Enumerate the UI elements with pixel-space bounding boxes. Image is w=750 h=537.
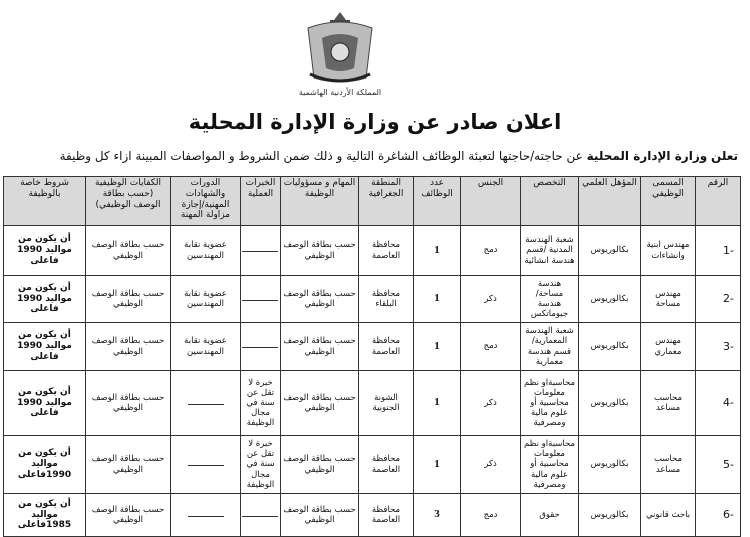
table-cell: عضوية نقابة المهندسين [171,323,241,371]
empty-dash [188,465,224,466]
table-cell: محافظة البلقاء [359,276,414,323]
page-title: اعلان صادر عن وزارة الإدارة المحلية [188,110,562,134]
table-cell: خبرة لا تقل عن سنة في مجال الوظيفة [241,371,281,436]
table-cell: عضوية نقابة المهندسين [171,276,241,323]
table-cell: ذكر [461,276,521,323]
table-cell: 1 [414,323,461,371]
table-cell: بكالوريوس [579,371,641,436]
table-cell: حسب بطاقة الوصف الوظيفي [281,226,359,276]
table-cell: خبرة لا تقل عن سنة في مجال الوظيفة [241,436,281,494]
table-cell: أن يكون من مواليد 1985فاعلى [4,494,86,537]
kingdom-caption: المملكة الأردنية الهاشمية [298,88,382,97]
table-cell: بكالوريوس [579,276,641,323]
table-cell: ذكر [461,436,521,494]
table-cell: حسب بطاقة الوصف الوظيفي [281,494,359,537]
table-cell: -5 [696,436,741,494]
table-cell: هندسة مساحة/ هندسة جيوماتكس [521,276,579,323]
table-cell: أن يكون من مواليد 1990 فاعلى [4,276,86,323]
table-row [4,226,741,276]
column-header: الدورات والشهادات المهنية/إجازة مزاولة المهنة [171,177,241,226]
table-cell: -6 [696,494,741,537]
table-cell [171,371,241,436]
column-header: المسمى الوظيفي [641,177,696,226]
table-header-row [4,177,741,226]
table-cell: -4 [696,371,741,436]
table-cell: حسب بطاقة الوصف الوظيفي [281,371,359,436]
table-cell: بكالوريوس [579,226,641,276]
table-cell: شعبة الهندسة المعمارية/ قسم هندسة معمارية [521,323,579,371]
table-cell [241,323,281,371]
column-header: عدد الوظائف [414,177,461,226]
table-cell: محاسبةاو نظم معلومات محاسبية أو علوم مالية ومصرفية [521,436,579,494]
table-cell: بكالوريوس [579,323,641,371]
table-cell: 3 [414,494,461,537]
table-cell: بكالوريوس [579,494,641,537]
empty-dash [242,516,278,517]
table-cell: حسب بطاقة الوصف الوظيفي [86,226,171,276]
intro-prefix: تعلن [711,149,738,163]
table-cell [171,494,241,537]
table-cell: بكالوريوس [579,436,641,494]
table-cell: 1 [414,226,461,276]
jobs-table [3,176,741,537]
table-cell: الشونة الجنوبية [359,371,414,436]
column-header: الجنس [461,177,521,226]
table-cell: -2 [696,276,741,323]
table-cell: دمج [461,226,521,276]
table-cell: أن يكون من مواليد 1990فاعلى [4,436,86,494]
table-cell: حسب بطاقة الوصف الوظيفي [281,276,359,323]
table-row [4,436,741,494]
table-cell: حسب بطاقة الوصف الوظيفي [86,371,171,436]
table-row [4,494,741,537]
table-cell: دمج [461,323,521,371]
table-cell: أن يكون من مواليد 1990 فاعلى [4,226,86,276]
empty-dash [242,347,278,348]
table-cell [171,436,241,494]
empty-dash [242,300,278,301]
table-cell: محافظة العاصمة [359,436,414,494]
table-cell: حسب بطاقة الوصف الوظيفي [86,494,171,537]
table-row [4,323,741,371]
column-header: المنطقة الجغرافية [359,177,414,226]
empty-dash [188,404,224,405]
table-cell: باحث قانوني [641,494,696,537]
table-cell: حسب بطاقة الوصف الوظيفي [281,323,359,371]
jordan-coat-of-arms-emblem [300,8,380,88]
table-cell: 1 [414,371,461,436]
table-cell: محاسب مساعد [641,371,696,436]
table-cell: محاسبةاو نظم معلومات محاسبية أو علوم مالية ومصرفية [521,371,579,436]
table-cell: دمج [461,494,521,537]
table-cell: حسب بطاقة الوصف الوظيفي [86,276,171,323]
table-row [4,371,741,436]
table-cell: 1 [414,276,461,323]
table-cell [241,226,281,276]
column-header: الرقم [696,177,741,226]
table-cell: ذكر [461,371,521,436]
intro-text [60,149,738,163]
table-cell: مهندس مساحة [641,276,696,323]
table-row [4,276,741,323]
table-cell: محافظة العاصمة [359,226,414,276]
table-cell [241,494,281,537]
table-cell: محافظة العاصمة [359,323,414,371]
column-header: الكفايات الوظيفية (حسب بطاقة الوصف الوظيفي) [86,177,171,226]
table-cell: حسب بطاقة الوصف الوظيفي [281,436,359,494]
intro-ministry: وزارة الإدارة المحلية [586,149,708,163]
empty-dash [188,516,224,517]
table-cell: -1 [696,226,741,276]
table-cell: مهندس معماري [641,323,696,371]
table-cell: 1 [414,436,461,494]
table-cell: حسب بطاقة الوصف الوظيفي [86,436,171,494]
column-header: شروط خاصة بالوظيفة [4,177,86,226]
table-cell: محاسب مساعد [641,436,696,494]
table-cell: محافظة العاصمة [359,494,414,537]
column-header: المهام و مسؤوليات الوظيفة [281,177,359,226]
table-cell: حسب بطاقة الوصف الوظيفي [86,323,171,371]
intro-rest: عن حاجته/حاجتها لتعبئة الوظائف الشاغرة التالية و ذلك ضمن الشروط و المواصفات المبينة ازاء كل وظيفة [59,149,583,163]
empty-dash [242,251,278,252]
table-cell: مهندس ابنية وانشاءات [641,226,696,276]
column-header: الخبرات العملية [241,177,281,226]
table-cell [241,276,281,323]
table-cell: أن يكون من مواليد 1990 فاعلى [4,371,86,436]
table-cell: -3 [696,323,741,371]
table-cell: عضوية نقابة المهندسين [171,226,241,276]
table-cell: شعبة الهندسة المدنية /قسم هندسة انشائية [521,226,579,276]
table-cell: حقوق [521,494,579,537]
column-header: المؤهل العلمي [579,177,641,226]
column-header: التخصص [521,177,579,226]
table-cell: أن يكون من مواليد 1990 فاعلى [4,323,86,371]
